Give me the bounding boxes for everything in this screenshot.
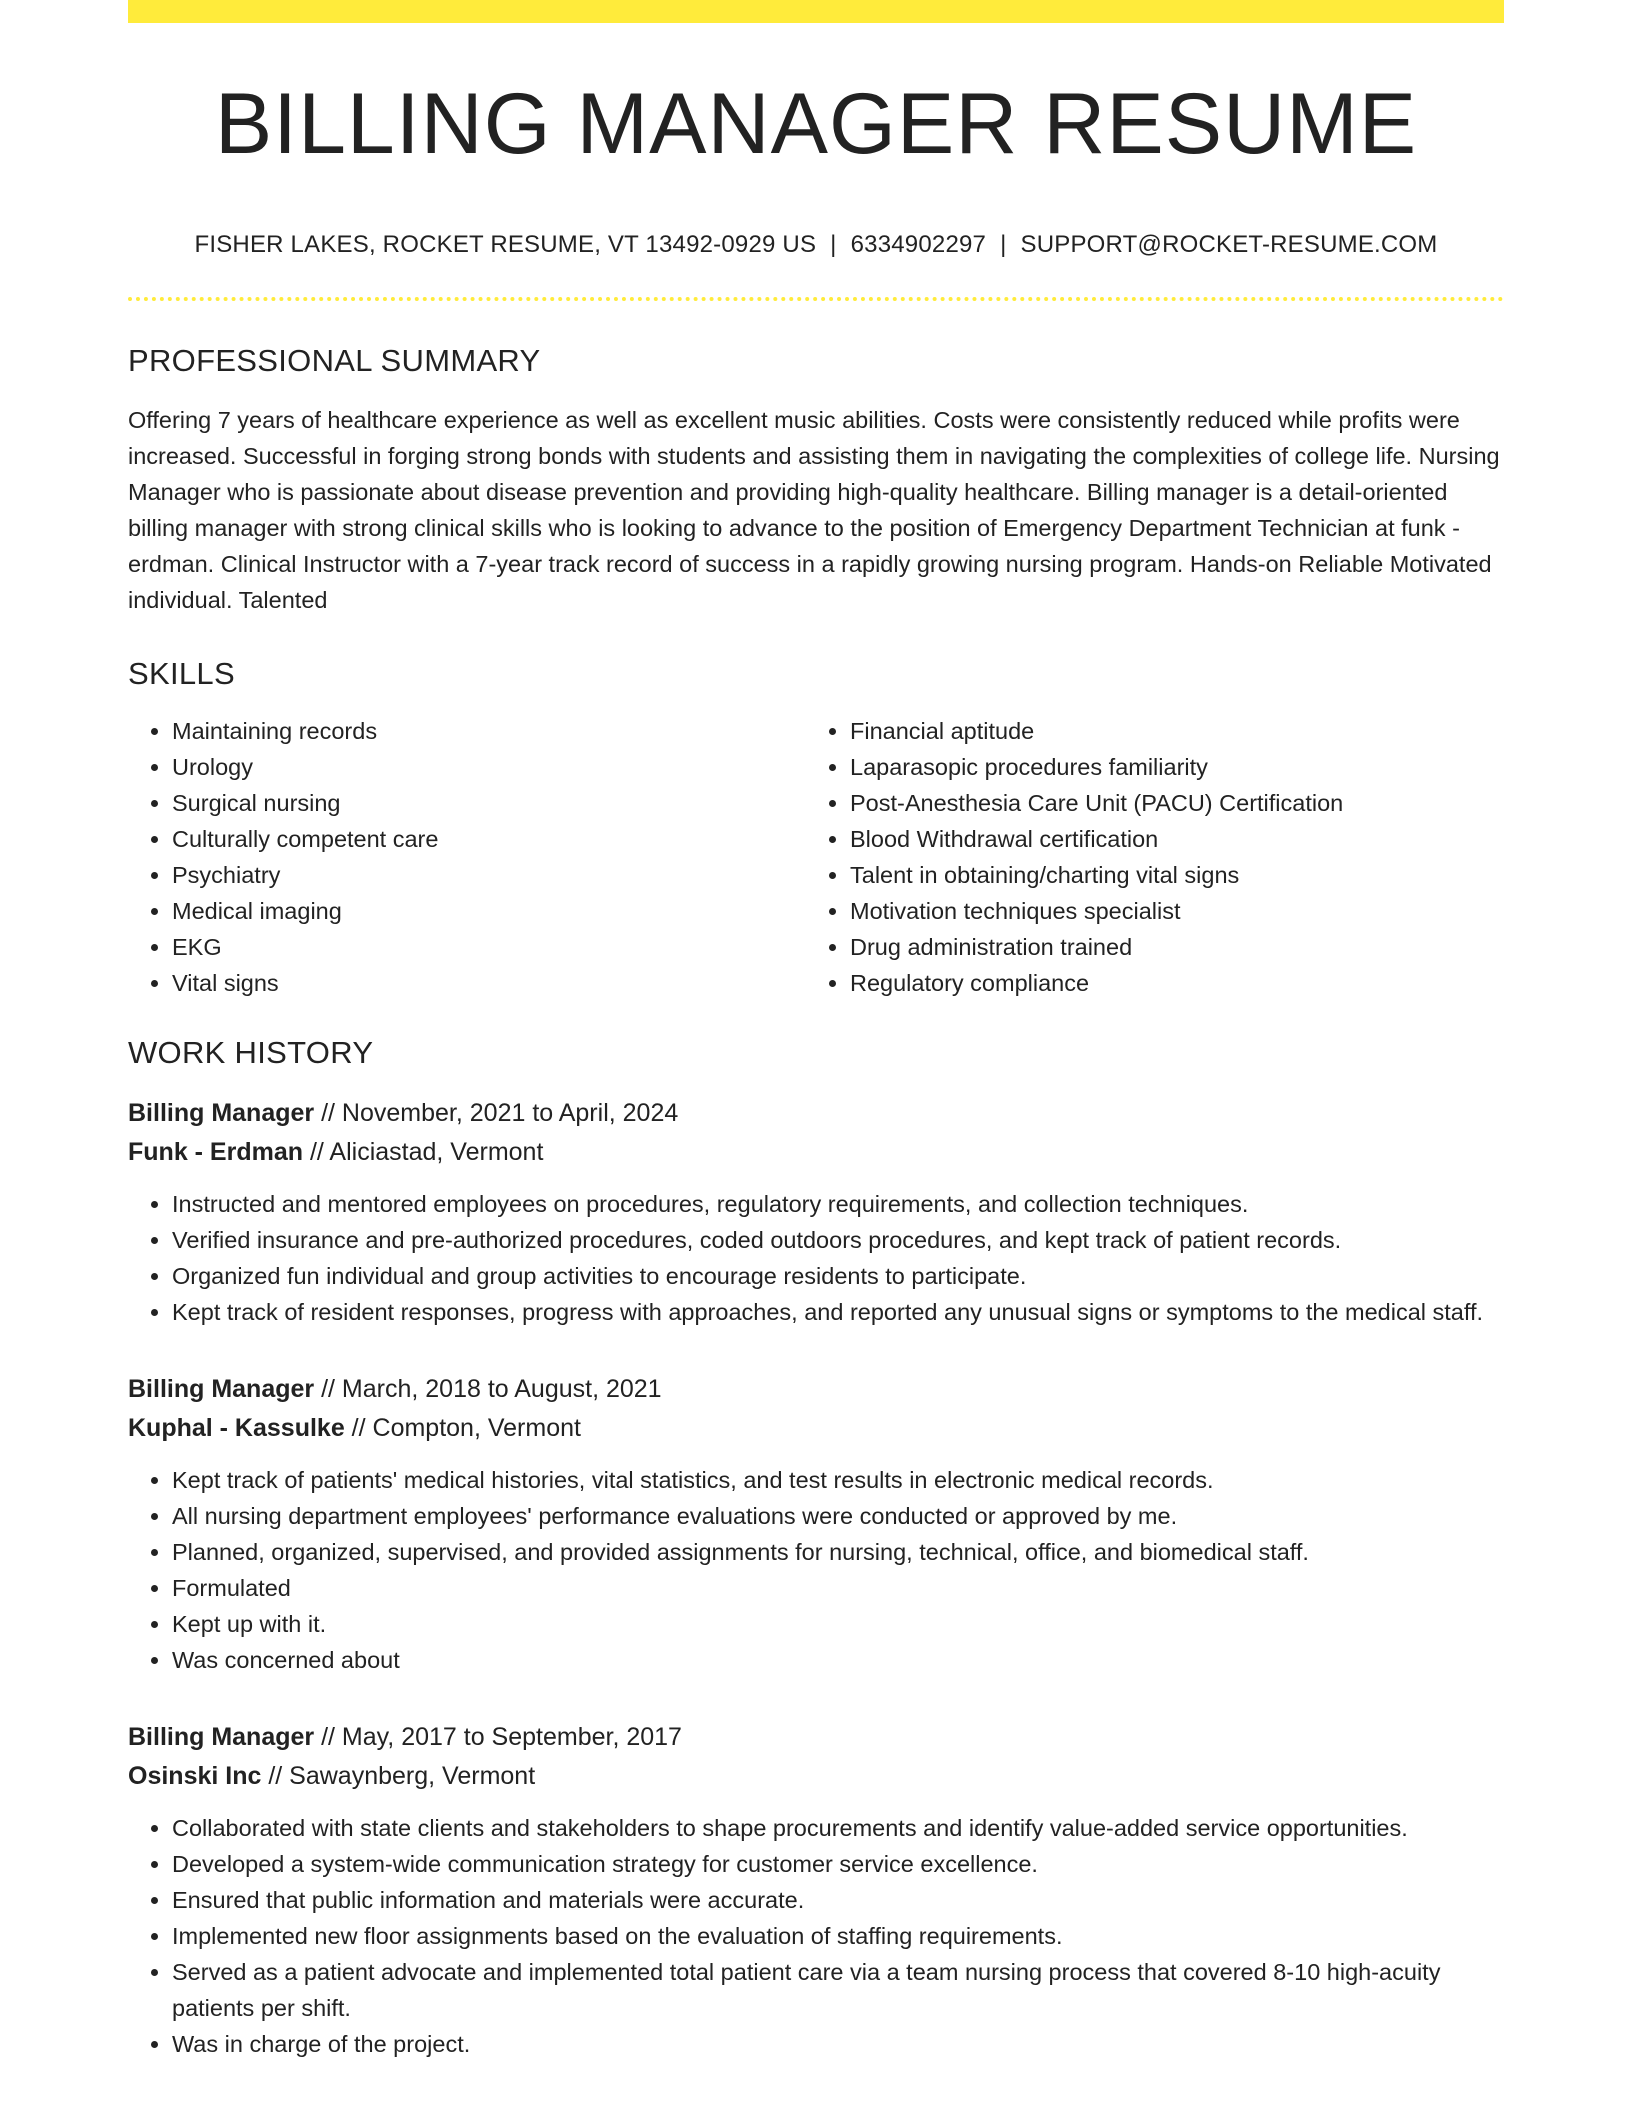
job-company-line: [128, 1409, 1504, 1448]
resume-page: [128, 0, 1504, 2062]
job-bullet: • Served as a patient advocate and implemented total patient care via a team nursing process that covered 8-10 high-acuity patients per shift.: [172, 1954, 1504, 2026]
skill-item: • Laparasopic procedures familiarity: [850, 749, 1484, 785]
skill-item: • Financial aptitude: [850, 713, 1484, 749]
contact-phone: 6334902297: [850, 231, 987, 258]
job-bullet: • Collaborated with state clients and stakeholders to shape procurements and identify value-added service opportunities.: [172, 1810, 1504, 1846]
job-company: Kuphal - Kassulke: [128, 1414, 345, 1442]
job-entry: [128, 1094, 1504, 1330]
skill-item: • EKG: [172, 929, 806, 965]
job-bullet: • Ensured that public information and materials were accurate.: [172, 1882, 1504, 1918]
job-bullets: [128, 1810, 1504, 2062]
job-company-line: [128, 1133, 1504, 1172]
job-bullet: • Organized fun individual and group activities to encourage residents to participate.: [172, 1258, 1504, 1294]
skill-item: • Surgical nursing: [172, 785, 806, 821]
skill-item: • Drug administration trained: [850, 929, 1484, 965]
job-dates: // May, 2017 to September, 2017: [314, 1723, 682, 1751]
skills-left-list: [128, 713, 806, 1001]
job-bullet: • Kept track of resident responses, progress with approaches, and reported any unusual signs or symptoms to the medical staff.: [172, 1294, 1504, 1330]
job-company: Funk - Erdman: [128, 1138, 304, 1166]
job-title: Billing Manager: [128, 1375, 315, 1403]
skills-heading: SKILLS: [128, 656, 235, 691]
job-dates: // November, 2021 to April, 2024: [314, 1099, 679, 1127]
job-bullet: • Formulated: [172, 1570, 1504, 1606]
skill-item: • Post-Anesthesia Care Unit (PACU) Certification: [850, 785, 1484, 821]
skill-item: • Medical imaging: [172, 893, 806, 929]
job-location: // Aliciastad, Vermont: [303, 1138, 544, 1166]
job-title-line: [128, 1094, 1504, 1133]
summary-heading: PROFESSIONAL SUMMARY: [128, 343, 541, 378]
job-entry: [128, 1718, 1504, 2062]
skill-item: • Blood Withdrawal certification: [850, 821, 1484, 857]
dotted-divider: [128, 297, 1504, 301]
skill-item: • Culturally competent care: [172, 821, 806, 857]
job-title: Billing Manager: [128, 1099, 315, 1127]
job-bullet: • Instructed and mentored employees on procedures, regulatory requirements, and collection techniques.: [172, 1186, 1504, 1222]
job-bullet: • Kept track of patients' medical histories, vital statistics, and test results in electronic medical records.: [172, 1462, 1504, 1498]
job-bullet: • All nursing department employees' performance evaluations were conducted or approved by me.: [172, 1498, 1504, 1534]
summary-text: Offering 7 years of healthcare experience as well as excellent music abilities. Costs were consistently reduced while profits were increased. Successful in forging strong bonds with students and assisting them in navigating the complexities of college life. Nursing Manager who is passionate about disease prevention and providing high-quality healthcare. Billing manager is a detail-oriented billing manager with strong clinical skills who is looking to advance to the position of Emergency Department Technician at funk - erdman. Clinical Instructor with a 7-year track record of success in a rapidly growing nursing program. Hands-on Reliable Motivated individual. Talented: [128, 407, 1500, 613]
skill-item: • Motivation techniques specialist: [850, 893, 1484, 929]
work-history-heading: WORK HISTORY: [128, 1035, 374, 1070]
skill-item: • Urology: [172, 749, 806, 785]
skill-item: • Talent in obtaining/charting vital signs: [850, 857, 1484, 893]
job-bullet: • Planned, organized, supervised, and provided assignments for nursing, technical, office, and biomedical staff.: [172, 1534, 1504, 1570]
job-company-line: [128, 1757, 1504, 1796]
job-bullet: • Implemented new floor assignments based on the evaluation of staffing requirements.: [172, 1918, 1504, 1954]
job-dates: // March, 2018 to August, 2021: [314, 1375, 662, 1403]
contact-line: [128, 231, 1504, 259]
job-title: Billing Manager: [128, 1723, 315, 1751]
skill-item: • Maintaining records: [172, 713, 806, 749]
job-location: // Compton, Vermont: [344, 1414, 581, 1442]
skills-grid: [128, 713, 1504, 1001]
job-location: // Sawaynberg, Vermont: [261, 1762, 536, 1790]
job-bullet: • Verified insurance and pre-authorized procedures, coded outdoors procedures, and kept track of patient records.: [172, 1222, 1504, 1258]
skill-item: • Regulatory compliance: [850, 965, 1484, 1001]
job-company: Osinski Inc: [128, 1762, 262, 1790]
resume-title: BILLING MANAGER RESUME: [214, 76, 1418, 172]
job-title-line: [128, 1718, 1504, 1757]
job-title-line: [128, 1370, 1504, 1409]
job-bullet: • Was in charge of the project.: [172, 2026, 1504, 2062]
top-accent-bar: [128, 0, 1504, 23]
contact-separator: |: [830, 231, 837, 258]
contact-address: FISHER LAKES, ROCKET RESUME, VT 13492-0929 US: [194, 231, 817, 258]
skill-item: • Vital signs: [172, 965, 806, 1001]
job-entry: [128, 1370, 1504, 1678]
skill-item: • Psychiatry: [172, 857, 806, 893]
job-bullet: • Developed a system-wide communication strategy for customer service excellence.: [172, 1846, 1504, 1882]
contact-email: SUPPORT@ROCKET-RESUME.COM: [1020, 231, 1438, 258]
skills-right-list: [806, 713, 1484, 1001]
contact-separator: |: [1000, 231, 1007, 258]
job-bullet: • Kept up with it.: [172, 1606, 1504, 1642]
job-bullets: [128, 1462, 1504, 1678]
job-bullets: [128, 1186, 1504, 1330]
job-bullet: • Was concerned about: [172, 1642, 1504, 1678]
